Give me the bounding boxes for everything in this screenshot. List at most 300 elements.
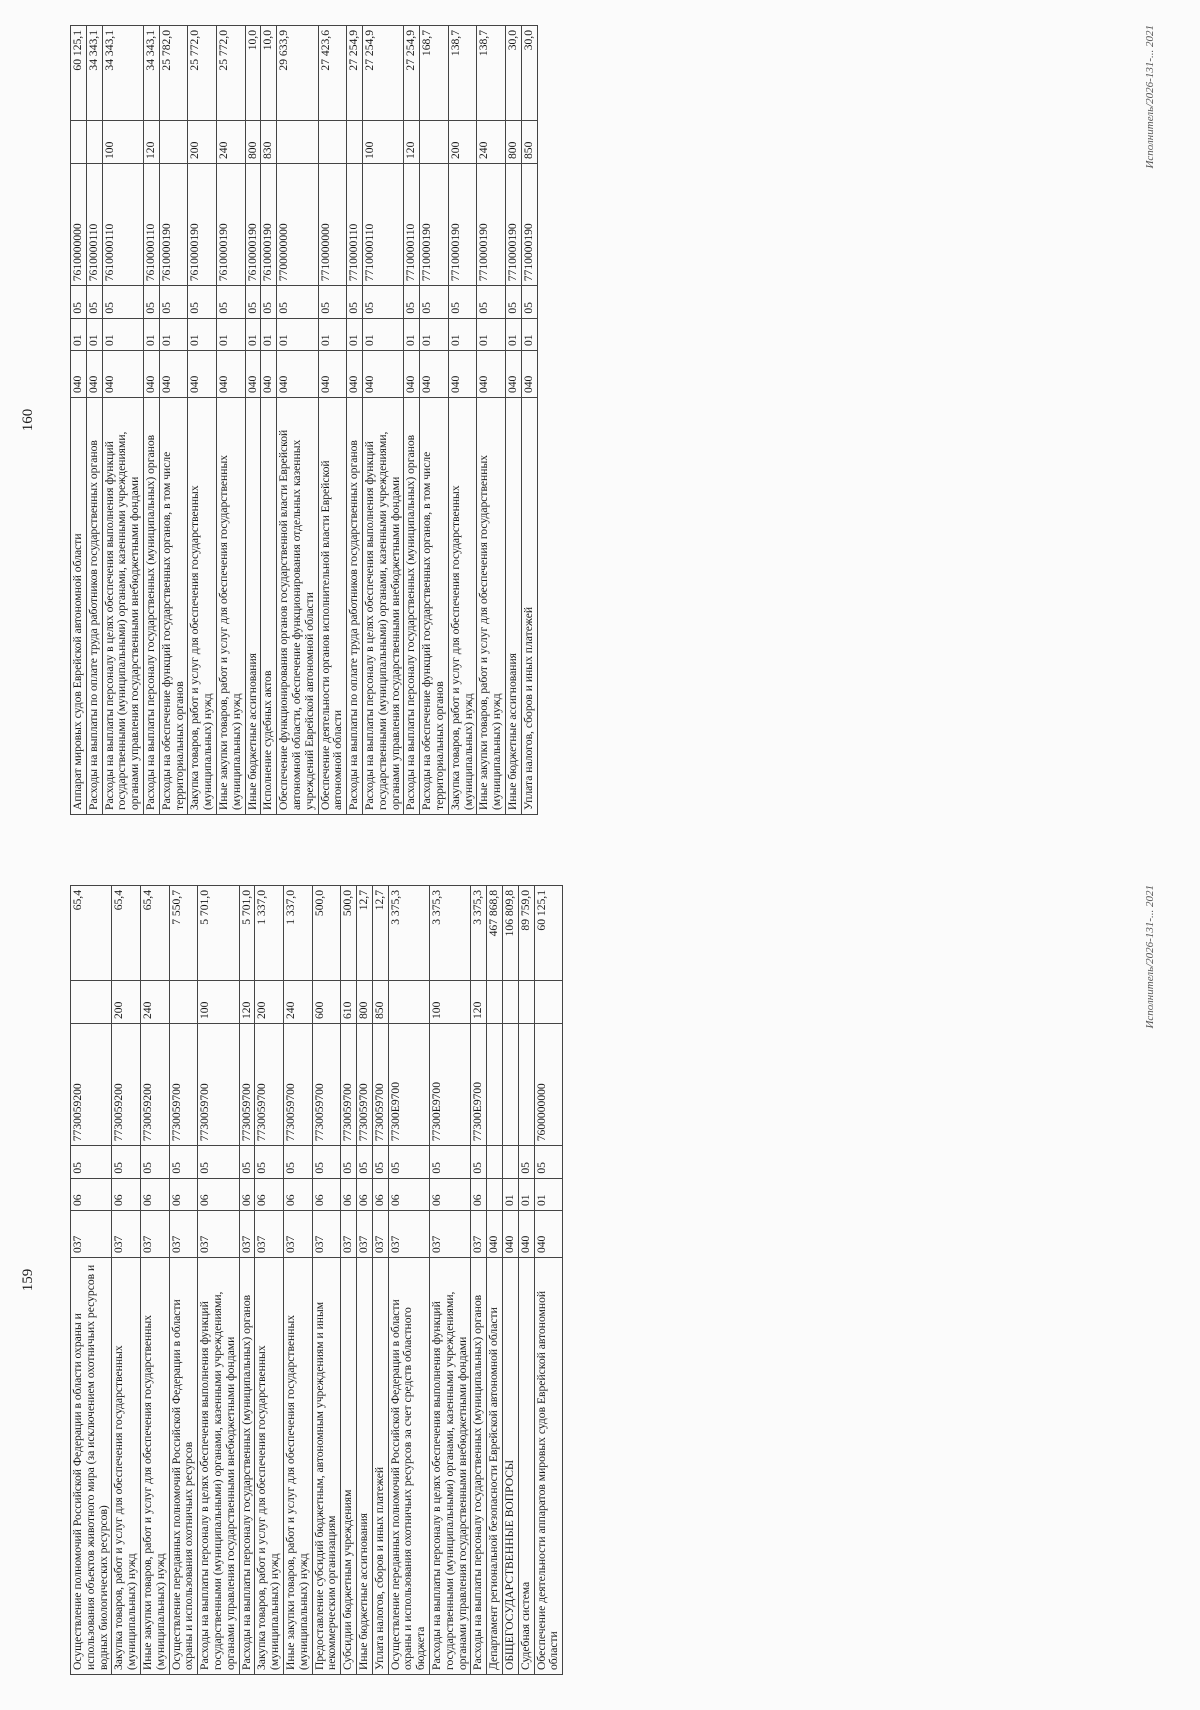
amount-cell: 25 782,0 [159,26,188,121]
expense-type-code-cell: 800 [356,981,372,1024]
expense-type-code-cell [86,121,102,164]
amount-cell: 25 772,0 [188,26,217,121]
table-row [362,26,403,815]
expense-name-cell: Иные закупки товаров, работ и услуг для обеспечения государственных (муниципальных) нужд [283,1258,312,1675]
section-code-cell: 06 [169,1178,198,1210]
subsection-code-cell: 05 [245,286,261,318]
target-item-code-cell: 7710000110 [362,163,403,285]
expense-name-cell: Иные закупки товаров, работ и услуг для обеспечения государственных (муниципальных) нужд [140,1258,169,1675]
amount-cell: 25 772,0 [216,26,245,121]
expense-type-code-cell [502,981,518,1024]
expense-type-code-cell: 610 [341,981,357,1024]
table-row [86,26,102,815]
amount-cell: 138,7 [448,26,477,121]
amount-cell: 7 550,7 [169,886,198,981]
ministry-code-cell: 040 [71,351,87,398]
document-stamp: Исполнитель/2026-131-... 2021 [1144,25,1156,169]
expense-name-cell: Уплата налогов, сборов и иных платежей [521,398,537,815]
section-code-cell: 01 [477,318,506,350]
subsection-code-cell: 05 [277,286,318,318]
subsection-code-cell: 05 [341,1146,357,1178]
ministry-code-cell: 040 [518,1211,534,1258]
amount-cell: 10,0 [261,26,277,121]
page-160 [20,25,1156,815]
expense-name-cell: Судебная система [518,1258,534,1675]
expense-type-code-cell: 830 [261,121,277,164]
amount-cell: 3 375,3 [471,886,487,981]
section-code-cell: 01 [505,318,521,350]
subsection-code-cell: 05 [255,1146,284,1178]
expense-type-code-cell [277,121,318,164]
ministry-code-cell: 040 [534,1211,563,1258]
table-row [312,886,341,1675]
table-row [518,886,534,1675]
subsection-code-cell: 05 [188,286,217,318]
section-code-cell: 01 [420,318,449,350]
subsection-code-cell: 05 [372,1146,388,1178]
subsection-code-cell: 05 [356,1146,372,1178]
section-code-cell: 01 [86,318,102,350]
ministry-code-cell: 040 [86,351,102,398]
amount-cell: 3 375,3 [388,886,429,981]
amount-cell: 27 254,9 [347,26,363,121]
table-row [216,26,245,815]
subsection-code-cell [502,1146,518,1178]
target-item-code-cell: 7700000000 [277,163,318,285]
subsection-code-cell: 05 [283,1146,312,1178]
ministry-code-cell: 040 [143,351,159,398]
amount-cell: 500,0 [341,886,357,981]
expense-type-code-cell: 100 [429,981,470,1024]
expense-name-cell: Уплата налогов, сборов и иных платежей [372,1258,388,1675]
table-row [140,886,169,1675]
section-code-cell: 01 [216,318,245,350]
section-code-cell: 01 [143,318,159,350]
expense-type-code-cell [318,121,347,164]
expense-type-code-cell [487,981,503,1024]
table-row [198,886,239,1675]
target-item-code-cell: 7610000190 [245,163,261,285]
expense-type-code-cell [159,121,188,164]
ministry-code-cell: 040 [477,351,506,398]
expense-type-code-cell: 200 [188,121,217,164]
ministry-code-cell: 040 [261,351,277,398]
table-row [143,26,159,815]
subsection-code-cell: 05 [477,286,506,318]
ministry-code-cell: 040 [318,351,347,398]
ministry-code-cell: 040 [347,351,363,398]
expense-name-cell: Расходы на выплаты персоналу в целях обеспечения выполнения функций государственными (муниципальными) органами, казенными учреждениями, органами управления государственными внебюджетными фондами [362,398,403,815]
section-code-cell: 06 [471,1178,487,1210]
expense-type-code-cell: 850 [372,981,388,1024]
section-code-cell: 06 [356,1178,372,1210]
target-item-code-cell: 7730059700 [255,1023,284,1145]
expense-name-cell: Расходы на обеспечение функций государственных органов, в том числе территориальных органов [420,398,449,815]
target-item-code-cell: 7730059200 [140,1023,169,1145]
expense-name-cell: Расходы на выплаты персоналу государственных (муниципальных) органов [143,398,159,815]
ministry-code-cell: 037 [372,1211,388,1258]
expense-type-code-cell [534,981,563,1024]
ministry-code-cell: 037 [356,1211,372,1258]
amount-cell: 89 759,0 [518,886,534,981]
section-code-cell: 01 [362,318,403,350]
expense-name-cell: Иные закупки товаров, работ и услуг для обеспечения государственных (муниципальных) нужд [216,398,245,815]
amount-cell: 10,0 [245,26,261,121]
subsection-code-cell: 05 [521,286,537,318]
document-stamp: Исполнитель/2026-131-... 2021 [1144,885,1156,1029]
subsection-code-cell: 05 [169,1146,198,1178]
table-row [388,886,429,1675]
subsection-code-cell: 05 [388,1146,429,1178]
budget-table [70,25,538,815]
table-row [239,886,255,1675]
ministry-code-cell: 040 [362,351,403,398]
section-code-cell: 06 [239,1178,255,1210]
expense-type-code-cell: 100 [102,121,143,164]
target-item-code-cell: 7730059700 [198,1023,239,1145]
expense-name-cell: Закупка товаров, работ и услуг для обеспечения государственных (муниципальных) нужд [112,1258,141,1675]
ministry-code-cell: 037 [471,1211,487,1258]
ministry-code-cell: 040 [502,1211,518,1258]
table-row [471,886,487,1675]
section-code-cell: 01 [521,318,537,350]
section-code-cell: 06 [198,1178,239,1210]
amount-cell: 60 125,1 [534,886,563,981]
table-row [255,886,284,1675]
ministry-code-cell: 037 [198,1211,239,1258]
ministry-code-cell: 040 [245,351,261,398]
section-code-cell: 01 [102,318,143,350]
table-row [318,26,347,815]
amount-cell: 27 423,6 [318,26,347,121]
amount-cell: 467 868,8 [487,886,503,981]
subsection-code-cell: 05 [347,286,363,318]
ministry-code-cell: 037 [312,1211,341,1258]
ministry-code-cell: 040 [420,351,449,398]
subsection-code-cell: 05 [159,286,188,318]
subsection-code-cell: 05 [312,1146,341,1178]
target-item-code-cell: 7710000190 [420,163,449,285]
table-row [534,886,563,1675]
table-row [356,886,372,1675]
expense-name-cell: Иные закупки товаров, работ и услуг для обеспечения государственных (муниципальных) нужд [477,398,506,815]
table-row [71,26,87,815]
amount-cell: 34 343,1 [143,26,159,121]
expense-name-cell: Расходы на выплаты персоналу государственных (муниципальных) органов [471,1258,487,1675]
expense-name-cell: Обеспечение функционирования органов государственной власти Еврейской автономной области, обеспечение функционирования отдельных казенных учреждений Еврейской автономной области [277,398,318,815]
amount-cell: 30,0 [521,26,537,121]
ministry-code-cell: 037 [283,1211,312,1258]
expense-name-cell: Расходы на выплаты персоналу в целях обеспечения выполнения функций государственными (муниципальными) органами, казенными учреждениями, органами управления государственными внебюджетными фондами [102,398,143,815]
target-item-code-cell: 7730059200 [71,1023,112,1145]
subsection-code-cell: 05 [112,1146,141,1178]
target-item-code-cell: 7710000110 [347,163,363,285]
target-item-code-cell: 77300Е9700 [429,1023,470,1145]
expense-name-cell: Закупка товаров, работ и услуг для обеспечения государственных (муниципальных) нужд [448,398,477,815]
expense-name-cell: Обеспечение деятельности аппаратов мировых судов Еврейской автономной области [534,1258,563,1675]
target-item-code-cell: 7730059700 [341,1023,357,1145]
target-item-code-cell: 7730059700 [169,1023,198,1145]
section-code-cell: 01 [245,318,261,350]
ministry-code-cell: 040 [159,351,188,398]
section-code-cell: 06 [140,1178,169,1210]
ministry-code-cell: 040 [102,351,143,398]
expense-type-code-cell: 100 [362,121,403,164]
expense-type-code-cell [420,121,449,164]
amount-cell: 29 633,9 [277,26,318,121]
expense-name-cell: Расходы на выплаты персоналу в целях обеспечения выполнения функций государственными (муниципальными) органами, казенными учреждениями, органами управления государственными внебюджетными фондами [429,1258,470,1675]
table-row [477,26,506,815]
target-item-code-cell: 7730059700 [356,1023,372,1145]
expense-name-cell: Обеспечение деятельности органов исполнительной власти Еврейской автономной области [318,398,347,815]
ministry-code-cell: 040 [448,351,477,398]
expense-type-code-cell: 120 [143,121,159,164]
section-code-cell: 06 [429,1178,470,1210]
section-code-cell: 06 [312,1178,341,1210]
target-item-code-cell [487,1023,503,1145]
target-item-code-cell: 77300Е9700 [388,1023,429,1145]
expense-name-cell: ОБЩЕГОСУДАРСТВЕННЫЕ ВОПРОСЫ [502,1258,518,1675]
target-item-code-cell: 7710000190 [477,163,506,285]
expense-name-cell: Иные бюджетные ассигнования [505,398,521,815]
expense-type-code-cell: 240 [477,121,506,164]
ministry-code-cell: 037 [140,1211,169,1258]
expense-type-code-cell: 240 [216,121,245,164]
expense-name-cell: Расходы на выплаты персоналу государственных (муниципальных) органов [239,1258,255,1675]
subsection-code-cell: 05 [420,286,449,318]
expense-name-cell: Закупка товаров, работ и услуг для обеспечения государственных (муниципальных) нужд [188,398,217,815]
table-row [112,886,141,1675]
target-item-code-cell: 7710000000 [318,163,347,285]
target-item-code-cell: 7610000110 [102,163,143,285]
amount-cell: 65,4 [71,886,112,981]
table-row [505,26,521,815]
section-code-cell: 01 [347,318,363,350]
ministry-code-cell: 040 [277,351,318,398]
subsection-code-cell: 05 [518,1146,534,1178]
amount-cell: 65,4 [140,886,169,981]
expense-name-cell: Расходы на обеспечение функций государственных органов, в том числе территориальных органов [159,398,188,815]
expense-name-cell: Иные бюджетные ассигнования [245,398,261,815]
expense-type-code-cell: 800 [505,121,521,164]
section-code-cell: 01 [404,318,420,350]
subsection-code-cell: 05 [362,286,403,318]
subsection-code-cell: 05 [143,286,159,318]
subsection-code-cell: 05 [71,1146,112,1178]
target-item-code-cell: 7610000190 [216,163,245,285]
section-code-cell: 01 [277,318,318,350]
expense-name-cell: Расходы на выплаты персоналу государственных (муниципальных) органов [404,398,420,815]
target-item-code-cell: 7730059700 [239,1023,255,1145]
section-code-cell: 01 [448,318,477,350]
expense-type-code-cell [518,981,534,1024]
expense-type-code-cell [71,981,112,1024]
ministry-code-cell: 037 [112,1211,141,1258]
expense-name-cell: Закупка товаров, работ и услуг для обеспечения государственных (муниципальных) нужд [255,1258,284,1675]
target-item-code-cell: 7730059700 [312,1023,341,1145]
ministry-code-cell: 037 [169,1211,198,1258]
subsection-code-cell: 05 [471,1146,487,1178]
expense-type-code-cell: 600 [312,981,341,1024]
subsection-code-cell: 05 [198,1146,239,1178]
table-row [420,26,449,815]
amount-cell: 12,7 [356,886,372,981]
table-row [372,886,388,1675]
expense-type-code-cell: 120 [471,981,487,1024]
expense-type-code-cell [169,981,198,1024]
subsection-code-cell: 05 [404,286,420,318]
expense-name-cell: Исполнение судебных актов [261,398,277,815]
section-code-cell: 06 [341,1178,357,1210]
budget-table [70,885,563,1675]
expense-name-cell: Предоставление субсидий бюджетным, автономным учреждениям и иным некоммерческим организациям [312,1258,341,1675]
page-159 [20,885,1156,1675]
target-item-code-cell: 7710000110 [404,163,420,285]
expense-type-code-cell: 200 [112,981,141,1024]
table-row [159,26,188,815]
amount-cell: 138,7 [477,26,506,121]
table-row [347,26,363,815]
table-row [404,26,420,815]
ministry-code-cell: 037 [255,1211,284,1258]
expense-type-code-cell: 240 [140,981,169,1024]
target-item-code-cell: 7610000110 [143,163,159,285]
section-code-cell [487,1178,503,1210]
amount-cell: 30,0 [505,26,521,121]
amount-cell: 106 809,8 [502,886,518,981]
subsection-code-cell: 05 [239,1146,255,1178]
expense-type-code-cell: 200 [448,121,477,164]
table-row [429,886,470,1675]
table-row [102,26,143,815]
subsection-code-cell: 05 [216,286,245,318]
subsection-code-cell: 05 [140,1146,169,1178]
expense-name-cell: Осуществление переданных полномочий Российской Федерации в области охраны и использования охотничьих ресурсов [169,1258,198,1675]
page-number: 159 [20,1268,36,1292]
target-item-code-cell [518,1023,534,1145]
section-code-cell: 01 [502,1178,518,1210]
target-item-code-cell: 7600000000 [534,1023,563,1145]
expense-type-code-cell: 120 [404,121,420,164]
expense-name-cell: Департамент региональной безопасности Еврейской автономной области [487,1258,503,1675]
expense-type-code-cell: 200 [255,981,284,1024]
ministry-code-cell: 040 [521,351,537,398]
expense-name-cell: Иные бюджетные ассигнования [356,1258,372,1675]
subsection-code-cell: 05 [102,286,143,318]
subsection-code-cell [487,1146,503,1178]
table-row [448,26,477,815]
target-item-code-cell: 7610000110 [86,163,102,285]
amount-cell: 1 337,0 [283,886,312,981]
expense-name-cell: Субсидии бюджетным учреждениям [341,1258,357,1675]
amount-cell: 5 701,0 [198,886,239,981]
expense-type-code-cell: 800 [245,121,261,164]
table-row [283,886,312,1675]
section-code-cell: 06 [71,1178,112,1210]
amount-cell: 27 254,9 [362,26,403,121]
expense-name-cell: Осуществление переданных полномочий Российской Федерации в области охраны и использования охотничьих ресурсов за счет средств областного бюджета [388,1258,429,1675]
amount-cell: 3 375,3 [429,886,470,981]
amount-cell: 5 701,0 [239,886,255,981]
table-row [261,26,277,815]
target-item-code-cell: 7610000190 [188,163,217,285]
target-item-code-cell: 7710000190 [505,163,521,285]
section-code-cell: 01 [159,318,188,350]
section-code-cell: 06 [112,1178,141,1210]
expense-type-code-cell: 850 [521,121,537,164]
subsection-code-cell: 05 [71,286,87,318]
expense-type-code-cell [347,121,363,164]
section-code-cell: 06 [372,1178,388,1210]
ministry-code-cell: 037 [71,1211,112,1258]
ministry-code-cell: 037 [429,1211,470,1258]
section-code-cell: 06 [255,1178,284,1210]
target-item-code-cell: 77300Е9700 [471,1023,487,1145]
ministry-code-cell: 037 [239,1211,255,1258]
ministry-code-cell: 037 [388,1211,429,1258]
table-row [169,886,198,1675]
table-row [487,886,503,1675]
target-item-code-cell: 7730059700 [283,1023,312,1145]
ministry-code-cell: 037 [341,1211,357,1258]
amount-cell: 1 337,0 [255,886,284,981]
table-row [277,26,318,815]
subsection-code-cell: 05 [86,286,102,318]
amount-cell: 500,0 [312,886,341,981]
target-item-code-cell: 7730059700 [372,1023,388,1145]
target-item-code-cell: 7710000190 [521,163,537,285]
subsection-code-cell: 05 [261,286,277,318]
subsection-code-cell: 05 [505,286,521,318]
table-row [71,886,112,1675]
target-item-code-cell: 7610000000 [71,163,87,285]
amount-cell: 34 343,1 [102,26,143,121]
expense-type-code-cell: 100 [198,981,239,1024]
section-code-cell: 01 [188,318,217,350]
ministry-code-cell: 040 [188,351,217,398]
section-code-cell: 06 [283,1178,312,1210]
subsection-code-cell: 05 [534,1146,563,1178]
section-code-cell: 01 [261,318,277,350]
expense-name-cell: Осуществление полномочий Российской Федерации в области охраны и использования объектов животного мира (за исключением охотничьих ресурсов и водных биологических ресурсов) [71,1258,112,1675]
expense-name-cell: Аппарат мировых судов Еврейской автономной области [71,398,87,815]
table-row [341,886,357,1675]
amount-cell: 12,7 [372,886,388,981]
section-code-cell: 01 [71,318,87,350]
target-item-code-cell: 7610000190 [261,163,277,285]
section-code-cell: 06 [388,1178,429,1210]
section-code-cell: 01 [534,1178,563,1210]
amount-cell: 34 343,1 [86,26,102,121]
expense-name-cell: Расходы на выплаты персоналу в целях обеспечения выполнения функций государственными (муниципальными) органами, казенными учреждениями, органами управления государственными внебюджетными фондами [198,1258,239,1675]
ministry-code-cell: 040 [505,351,521,398]
expense-name-cell: Расходы на выплаты по оплате труда работников государственных органов [347,398,363,815]
expense-type-code-cell [71,121,87,164]
amount-cell: 168,7 [420,26,449,121]
subsection-code-cell: 05 [429,1146,470,1178]
expense-name-cell: Расходы на выплаты по оплате труда работников государственных органов [86,398,102,815]
expense-type-code-cell [388,981,429,1024]
ministry-code-cell: 040 [487,1211,503,1258]
ministry-code-cell: 040 [404,351,420,398]
ministry-code-cell: 040 [216,351,245,398]
table-row [188,26,217,815]
page-number: 160 [20,408,36,432]
amount-cell: 27 254,9 [404,26,420,121]
subsection-code-cell: 05 [318,286,347,318]
table-row [521,26,537,815]
target-item-code-cell: 7710000190 [448,163,477,285]
